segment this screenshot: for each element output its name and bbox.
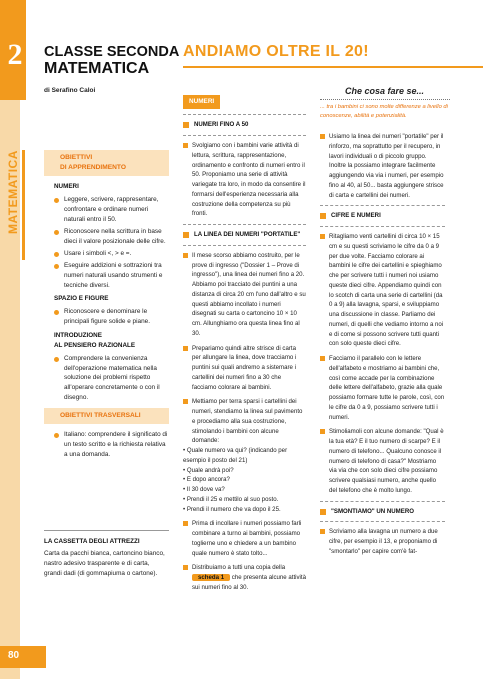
what-to-do-text: ... tra i bambini ci sono molte differenze a livello di conoscenze, abilità e potenzialità. (320, 104, 448, 119)
divider (183, 224, 306, 225)
list-item: Riconoscere nella scrittura in base dieci il valore posizionale delle cifre. (54, 227, 169, 247)
paragraph: Mettiamo per terra sparsi i cartellini dei numeri, stendiamo la linea sul pavimento e procediamo alla sua costruzione, stimolando i bambini con alcune domande: (183, 397, 306, 446)
what-to-do-rule (320, 99, 450, 100)
paragraph (183, 563, 306, 592)
pensiero-objectives-list (54, 354, 169, 404)
side-accent-bar (22, 150, 25, 260)
paragraph: Scriviamo alla lavagna un numero a due cifre, per esempio il 13, e proponiamo di "smontarlo" per capire com'è fat- (320, 527, 445, 556)
column-numeri (183, 95, 306, 593)
numeri-objectives-list (54, 195, 169, 290)
tools-title: LA CASSETTA DEGLI ATTREZZI (44, 538, 140, 545)
pensiero-subhead: INTRODUZIONE AL PENSIERO RAZIONALE (54, 332, 136, 349)
chapter-number: 2 (7, 38, 23, 71)
list-item: Riconoscere e denominare le principali figure solide e piane. (54, 307, 169, 327)
paragraph: Prima di incollare i numeri possiamo farli combinare a turno ai bambini, possiamo toglierne uno e chiedere a un bambino quale numero è stato tolto... (183, 519, 306, 558)
author-line: di Serafino Caloi (44, 87, 96, 94)
divider (183, 114, 306, 115)
list-item: • Prendi il numero che va dopo il 25. (183, 505, 281, 513)
questions-list (183, 446, 306, 514)
paragraph-text: che presenta alcune attività sui numeri fino al 30. (192, 574, 306, 591)
transversal-list (54, 430, 169, 460)
main-title: ANDIAMO OLTRE IL 20! (183, 43, 369, 60)
section-head-linea: LA LINEA DEI NUMERI "PORTATILE" (183, 230, 306, 240)
divider (320, 226, 445, 227)
tools-section (44, 530, 169, 579)
page-number-box (0, 646, 46, 668)
paragraph: Usiamo la linea dei numeri "portatile" per il rinforzo, ma soprattutto per il recupero, in lavori individuali o di piccolo gruppo. Inoltre la possiamo integrare facilmente aggiungendo via via i numeri, per esempio fino al 40, al 50... basta aggiungere strisce di carta e cartellini dei numeri. (320, 132, 445, 200)
paragraph: Il mese scorso abbiamo costruito, per le prove di ingresso ("Dossier 1 – Prove di ingresso"), una linea dei numeri fino a 20. Abbiamo poi tracciato dei puntini a una distanza di circa 20 cm l'uno dall'altro e su questi abbiamo incollato i numeri disegnati su carta o cartoncino 10 × 10 cm. Allunghiamo ora questa linea fino al 30. (183, 251, 306, 339)
list-item: • Quale andrà poi? (183, 466, 234, 474)
objectives-section (44, 150, 169, 462)
list-item: Usare i simboli <, > e =. (54, 249, 169, 259)
class-title: CLASSE SECONDA (44, 44, 180, 60)
subject-title: MATEMATICA (44, 60, 150, 77)
list-item: • E dopo ancora? (183, 476, 230, 484)
main-title-rule (183, 66, 483, 68)
what-to-do-title: Che cosa fare se... (345, 86, 425, 96)
paragraph: Svolgiamo con i bambini varie attività di lettura, scrittura, rappresentazione, ordinamento e confronto di numeri entro il 50. Proponiamo una serie di attività variegate tra loro, in modo da consentire il formarsi dell'esperienza necessaria alla costruzione della competenza su più fronti. (183, 141, 306, 219)
side-band (0, 0, 20, 679)
numeri-tab: NUMERI (183, 95, 220, 109)
divider (320, 205, 445, 206)
section-head-smontiamo: "SMONTIAMO" UN NUMERO (320, 507, 445, 517)
list-item: • Il 30 dove va? (183, 486, 225, 493)
tools-top-rule (44, 530, 169, 531)
paragraph: Ritagliamo venti cartellini di circa 10 × 15 cm e su questi scriviamo le cifre da 0 a 9 per due volte. Facciamo colorare ai bambini le cifre dei cartellini e spieghiamo che per scrivere tutti i numeri noi usiamo queste dieci cifre. Appendiamo quindi con lo scotch di carta una serie di cartellini (da 0 a 9) alla lavagna, sparsi, e sviluppiamo una discussione in classe. Parliamo dei numeri, di quelli che vediamo intorno a noi e di come si possono scrivere tutti quanti con solo queste dieci cifre. (320, 232, 445, 349)
tools-text: Carta da pacchi bianca, cartoncino bianco, nastro adesivo trasparente e di carta, grandi dadi (di gommapiuma o cartone). (44, 549, 165, 577)
column-cifre (320, 132, 445, 557)
objectives-title: OBIETTIVI DI APPRENDIMENTO (44, 150, 169, 176)
list-item: Italiano: comprendere il significato di un testo scritto e la richiesta relativa a una domanda. (54, 430, 169, 460)
side-subject-label: MATEMATICA (6, 150, 20, 234)
list-item: • Quale numero va qui? (indicando per esempio il posto del 21) (183, 447, 288, 464)
numeri-subhead: NUMERI (54, 183, 79, 191)
paragraph: Facciamo il parallelo con le lettere dell'alfabeto e mostriamo ai bambini che, così come accade per la combinazione delle lettere dell'alfabeto, grazie alla quale possiamo formare tutte le parole, così, con le cifre da 0 a 9, possiamo scrivere tutti i numeri. (320, 354, 445, 422)
page-number: 80 (8, 650, 20, 661)
list-item: Leggere, scrivere, rappresentare, confrontare e ordinare numeri naturali entro il 50. (54, 195, 169, 225)
list-item: • Prendi il 25 e mettilo al suo posto. (183, 495, 279, 503)
divider (183, 245, 306, 246)
spazio-subhead: SPAZIO E FIGURE (54, 295, 109, 303)
divider (320, 501, 445, 502)
list-item: Comprendere la convenienza dell'operazione matematica nella soluzione dei problemi rispetto all'operare concretamente o con il disegno. (54, 354, 169, 404)
scheda-badge: scheda 1 (192, 574, 230, 581)
section-head-numeri-50: NUMERI FINO A 50 (183, 120, 306, 130)
transversal-title: OBIETTIVI TRASVERSALI (44, 408, 169, 424)
divider (320, 521, 445, 522)
section-head-cifre: CIFRE E NUMERI (320, 211, 445, 221)
divider (183, 135, 306, 136)
paragraph: Prepariamo quindi altre strisce di carta per allungare la linea, dove tracciamo i puntini sui quali andremo a sistemare i cartellini dei numeri fino a 30 che facciamo colorare ai bambini. (183, 344, 306, 393)
list-item: Eseguire addizioni e sottrazioni tra numeri naturali usando strumenti e tecniche diversi. (54, 261, 169, 291)
paragraph-text: Distribuiamo a tutti una copia della (192, 564, 286, 572)
spazio-objectives-list (54, 307, 169, 327)
paragraph: Stimoliamoli con alcune domande: "Qual è la tua età? E il tuo numero di scarpe? E il numero di telefono... Qualcuno conosce il numero di telefono di casa?" Mostriamo via via che con solo dieci cifre possiamo scrivere qualsiasi numero, anche quello del telefono che è molto lungo. (320, 427, 445, 495)
